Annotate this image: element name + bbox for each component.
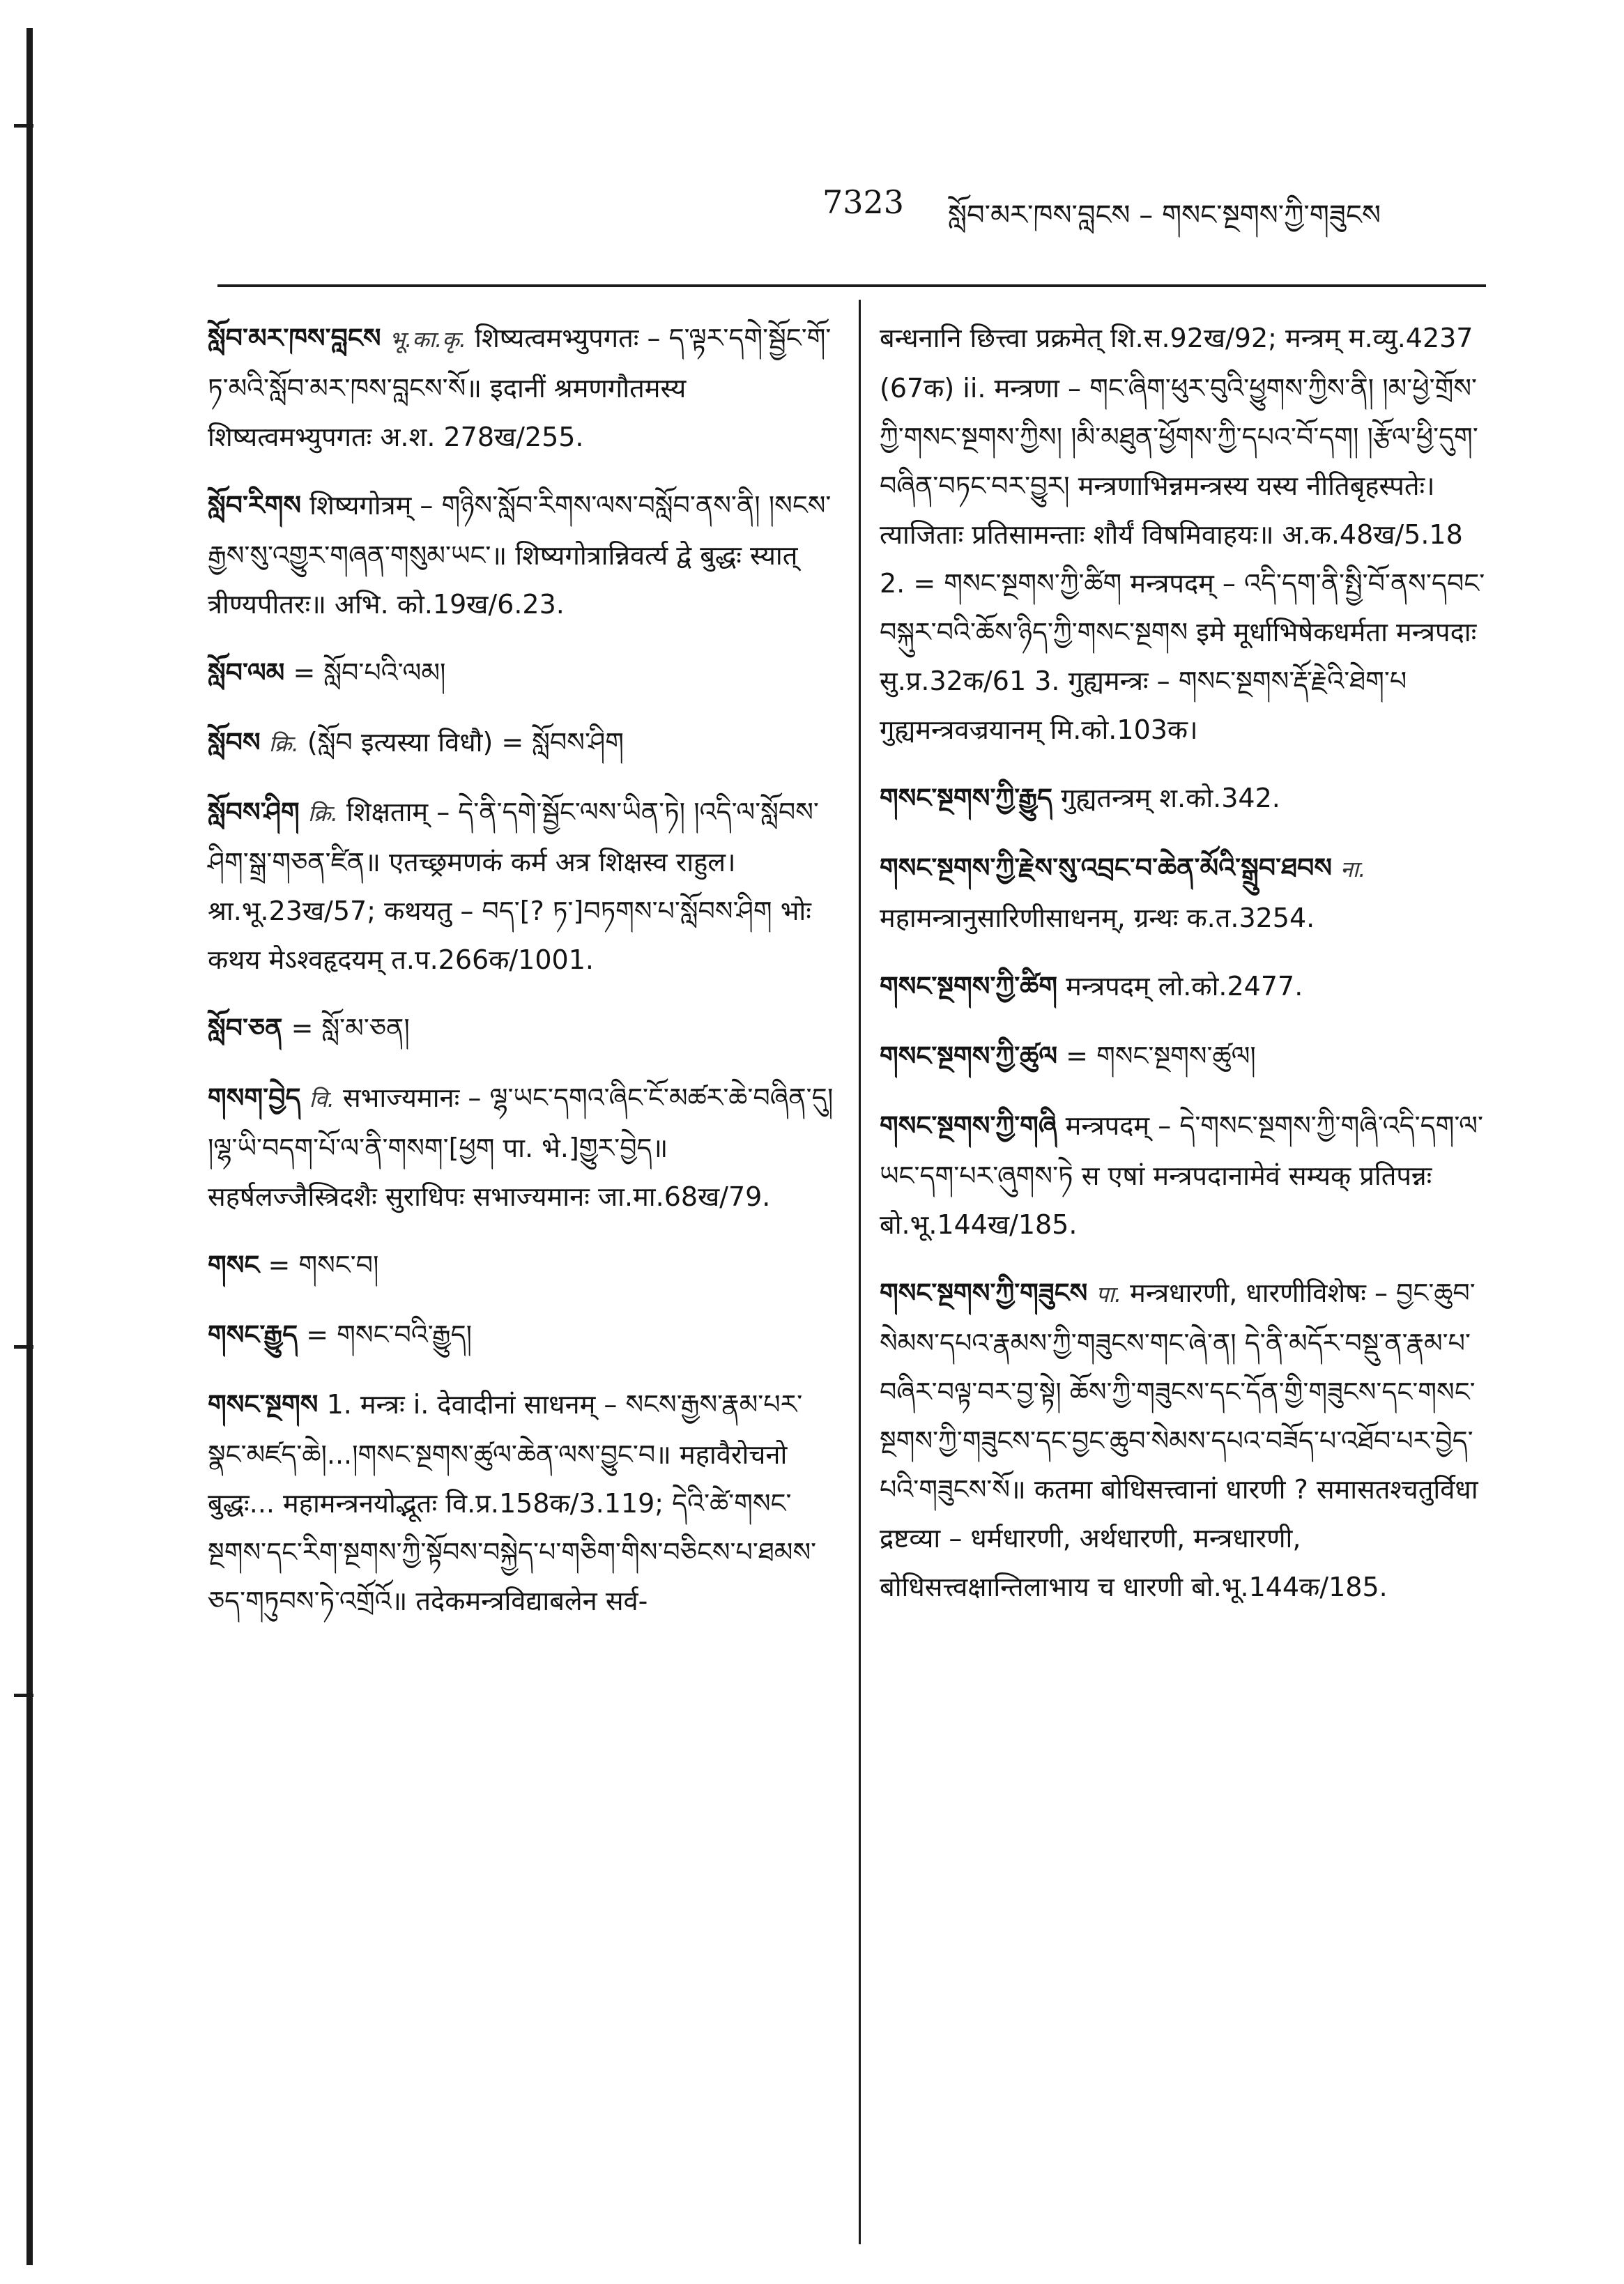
- dictionary-entry: [880, 774, 1486, 824]
- entry-headword: སློབས: [208, 727, 261, 758]
- entry-definition: महामन्त्रानुसारिणीसाधनम्, ग्रन्थः क.त.3254.: [880, 903, 1315, 933]
- running-head: སློབ་མར་ཁས་བླངས – གསང་སྔགས་ཀྱི་གཟུངས: [948, 199, 1381, 231]
- dictionary-entry: [208, 718, 835, 768]
- entry-headword: གསང་སྔགས: [208, 1389, 319, 1420]
- entry-headword: གསང: [208, 1250, 260, 1280]
- entry-definition: मन्त्रपदम् लो.को.2477.: [1066, 971, 1303, 1002]
- dictionary-entry: [208, 1310, 835, 1361]
- entry-grammar: क्रि.: [307, 800, 338, 827]
- dictionary-entry: [880, 1269, 1486, 1611]
- entry-headword: གསང་སྔགས་ཀྱི་ཚིག: [880, 971, 1057, 1002]
- entry-grammar: वि.: [309, 1086, 335, 1112]
- entry-definition: गुह्यतन्त्रम् श.को.342.: [1061, 783, 1280, 813]
- dictionary-entry: [208, 481, 835, 629]
- left-column: [208, 314, 835, 1645]
- entry-grammar: भू.का.कृ.: [389, 326, 467, 353]
- dictionary-entry: [880, 314, 1486, 754]
- entry-definition: = སློ་མ་ཅན།: [291, 1013, 410, 1043]
- entry-definition: शिक्षताम् – དེ་ནི་དགེ་སྦྱོང་ལས་ཡིན་ཏེ། །འདི་ལ་སློབས་ཤིག་སྒྲ་གཅན་ཛིན॥ एतच्छ्रमणकं कर्म अत्र शिक्षस्व राहुल। श्रा.भू.23ख/57; कथयतु – བད་[? ཏ་]བཏགས་པ་སློབས་ཤིག भोः कथय मेऽश्वहृदयम् त.प.266क/1001.: [208, 797, 819, 975]
- entry-grammar: ना.: [1340, 856, 1366, 882]
- entry-headword: གསང་སྔགས་ཀྱི་གཟུངས: [880, 1278, 1088, 1308]
- entry-definition: मन्त्रपदम् – དེ་གསང་སྔགས་ཀྱི་གཞི་འདི་དག་ལ་ཡང་དག་པར་ཞུགས་ཏེ स एषां मन्त्रपदानामेवं सम्यक् प्रतिपन्नः बो.भू.144ख/185.: [880, 1110, 1483, 1240]
- entry-headword: གསང་སྔགས་ཀྱི་རྒྱུད: [880, 783, 1053, 813]
- entry-headword: སློབས་ཤིག: [208, 797, 300, 827]
- dictionary-entry: [208, 1380, 835, 1625]
- entry-headword: གསང་སྔགས་ཀྱི་ཚུལ: [880, 1041, 1058, 1071]
- binding-tick: [14, 1694, 33, 1697]
- header-rule: [217, 284, 1486, 287]
- dictionary-entry: [208, 1241, 835, 1291]
- dictionary-entry: [208, 314, 835, 461]
- binding-tick: [14, 1345, 33, 1349]
- entry-definition: (སློབ इत्यस्या विधौ) = སློབས་ཤིག: [307, 727, 625, 758]
- entry-headword: སློབ་མར་ཁས་བླངས: [208, 323, 381, 353]
- binding-tick: [14, 124, 33, 128]
- right-column: [880, 314, 1486, 1631]
- entry-headword: སློབ་ཅན: [208, 1013, 283, 1043]
- entry-definition: बन्धनानि छित्त्वा प्रक्रमेत् शि.स.92ख/92; मन्त्रम् म.व्यु.4237 (67क) ii. मन्त्रणा – གང་ཞིག་ཕུར་བུའི་ཕྱུགས་ཀྱིས་ནི། །མ་ཕྱེ་གྲོས་ཀྱི་གསང་སྔགས་ཀྱིས། །མི་མཐུན་ཕྱོགས་ཀྱི་དཔའ་བོ་དག། །རྩོལ་ཕྱི་དུག་བཞིན་བཏང་བར་བྱུར། मन्त्रणाभिन्नमन्त्रस्य यस्य नीतिबृहस्पतेः। त्याजिताः प्रतिसामन्ताः शौर्यं विषमिवाहयः॥ अ.क.48ख/5.18 2. = གསང་སྔགས་ཀྱི་ཚིག मन्त्रपदम् – འདི་དག་ནི་སྤྱི་བོ་ནས་དབང་བསྐུར་བའི་ཆོས་ཉིད་ཀྱི་གསང་སྔགས इमे मूर्धाभिषेकधर्मता मन्त्रपदाः सु.प्र.32क/61 3. गुह्यमन्त्रः – གསང་སྔགས་རྡོ་རྗེའི་ཐེག་པ गुह्यमन्त्रवज्रयानम् मि.को.103क।: [880, 323, 1485, 745]
- entry-grammar: पा.: [1096, 1281, 1121, 1308]
- page-binding-edge: [26, 28, 33, 2265]
- dictionary-entry: [880, 843, 1486, 942]
- entry-grammar: क्रि.: [268, 730, 299, 757]
- dictionary-entry: [880, 1032, 1486, 1082]
- entry-definition: मन्त्रधारणी, धारणीविशेषः – བྱང་ཆུབ་སེམས་དཔའ་རྣམས་ཀྱི་གཟུངས་གང་ཞེ་ན། དེ་ནི་མདོར་བསྡུ་ན་རྣམ་པ་བཞིར་བལྟ་བར་བྱ་སྟེ། ཆོས་ཀྱི་གཟུངས་དང་དོན་གྱི་གཟུངས་དང་གསང་སྔགས་ཀྱི་གཟུངས་དང་བྱང་ཆུབ་སེམས་དཔའ་བཟོད་པ་འཐོབ་པར་བྱེད་པའི་གཟུངས་སོ॥ कतमा बोधिसत्त्वानां धारणी ? समासतश्चतुर्विधा द्रष्टव्या – धर्मधारणी, अर्थधारणी, मन्त्रधारणी, बोधिसत्त्वक्षान्तिलाभाय च धारणी बो.भू.144क/185.: [880, 1278, 1478, 1602]
- dictionary-entry: [208, 788, 835, 984]
- entry-headword: སློབ་ལམ: [208, 657, 285, 688]
- entry-definition: शिष्यत्वमभ्युपगतः – ད་ལྟར་དགེ་སྦྱོང་གོ་ཏ་མའི་སློབ་མར་ཁས་བླངས་སོ॥ इदानीं श्रमणगौतमस्य शिष्यत्वमभ्युपगतः अ.श. 278ख/255.: [208, 323, 832, 452]
- entry-headword: སློབ་རིགས: [208, 490, 302, 521]
- dictionary-entry: [880, 962, 1486, 1012]
- dictionary-entry: [208, 1073, 835, 1221]
- dictionary-entry: [208, 1004, 835, 1054]
- entry-headword: གསང་སྔགས་ཀྱི་གཞི: [880, 1110, 1057, 1141]
- entry-definition: = གསང་བའི་རྒྱུད།: [306, 1319, 473, 1350]
- entry-definition: = གསང་སྔགས་ཚུལ།: [1066, 1041, 1256, 1071]
- entry-definition: = སློབ་པའི་ལམ།: [293, 657, 446, 688]
- entry-definition: सभाज्यमानः – ལྷ་ཡང་དགའ་ཞིང་ངོ་མཚར་ཆེ་བཞིན་དུ། །ལྷ་ཡི་བདག་པོ་ལ་ནི་གསག་[ཕྱག पा. भे.]གྱུར་བྱེད॥ सहर्षलज्जैस्त्रिदशैः सुराधिपः सभाज्यमानः जा.मा.68ख/79.: [208, 1082, 834, 1212]
- dictionary-entry: [880, 1101, 1486, 1249]
- column-divider: [859, 300, 861, 2244]
- page-number: 7323: [822, 183, 905, 221]
- entry-headword: གསང་རྒྱུད: [208, 1319, 298, 1350]
- dictionary-entry: [208, 648, 835, 698]
- page-header: [0, 178, 1624, 240]
- entry-definition: शिष्यगोत्रम् – གཉིས་སློབ་རིགས་ལས་བསློབ་ནས་ནི། །སངས་རྒྱས་སུ་འགྱུར་གཞན་གསུམ་ཡང་॥ शिष्यगोत्रान्निवर्त्य द्वे बुद्धः स्यात् त्रीण्यपीतरः॥ अभि. को.19ख/6.23.: [208, 490, 832, 620]
- entry-headword: གསག་བྱེད: [208, 1082, 301, 1113]
- entry-headword: གསང་སྔགས་ཀྱི་རྗེས་སུ་འབྲང་བ་ཆེན་མོའི་སྒྲུབ་ཐབས: [880, 852, 1333, 883]
- entry-definition: 1. मन्त्रः i. देवादीनां साधनम् – སངས་རྒྱས་རྣམ་པར་སྣང་མཛད་ཆེ།...།གསང་སྔགས་ཚུལ་ཆེན་ལས་བྱུང་བ॥ महावैरोचनो बुद्धः... महामन्त्रनयोद्भूतः वि.प्र.158क/3.119; དེའི་ཚེ་གསང་སྔགས་དང་རིག་སྔགས་ཀྱི་སྟོབས་བསྐྱེད་པ་གཅིག་གིས་བཅིངས་པ་ཐམས་ཅད་གཏུབས་ཏེ་འགྲོའོ॥ तदेकमन्त्रविद्याबलेन सर्व-: [208, 1389, 817, 1616]
- entry-definition: = གསང་བ།: [268, 1250, 379, 1280]
